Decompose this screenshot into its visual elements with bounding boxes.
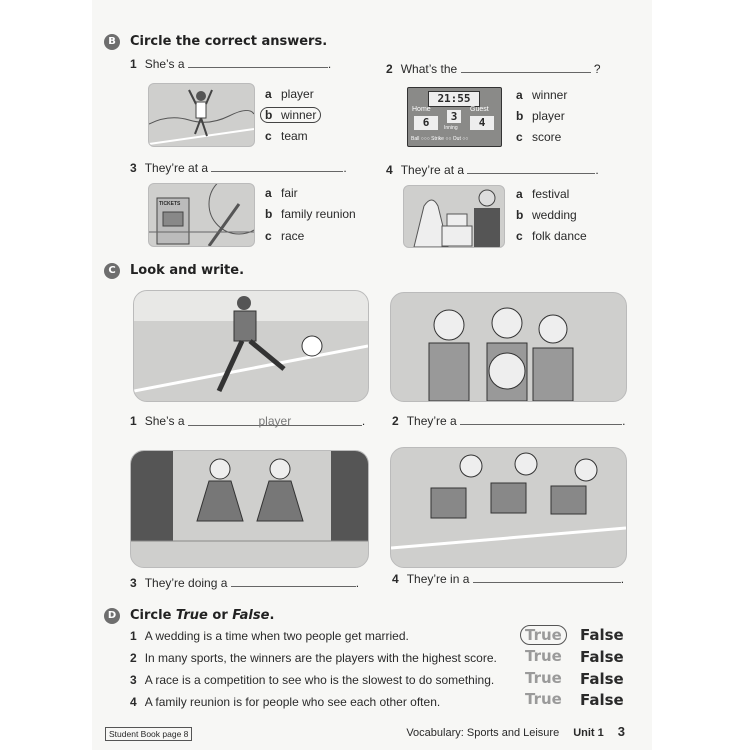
false-option-4[interactable]: False <box>580 691 624 709</box>
folk-dance-picture <box>130 450 369 568</box>
false-option-1[interactable]: False <box>580 626 624 644</box>
fair-picture <box>148 183 255 247</box>
option-b3-c[interactable]: c race <box>265 229 305 243</box>
inning-number: 3 <box>447 110 461 123</box>
guest-score: 4 <box>470 116 494 130</box>
true-option-3[interactable]: True <box>525 669 562 687</box>
scoreboard-picture <box>407 87 502 147</box>
answer-blank[interactable] <box>461 61 591 73</box>
option-b4-c[interactable]: c folk dance <box>516 229 587 243</box>
section-c-title: Look and write. <box>130 263 245 278</box>
option-b4-a[interactable]: a festival <box>516 187 570 201</box>
statement-d2: 2 In many sports, the winners are the players with the highest score. <box>130 651 497 665</box>
student-book-reference: Student Book page 8 <box>105 727 192 741</box>
option-b2-b[interactable]: b player <box>516 109 565 123</box>
option-b1-b-circled[interactable]: b winner <box>265 108 321 122</box>
answer-field[interactable] <box>231 575 356 587</box>
option-b2-a[interactable]: a winner <box>516 88 568 102</box>
answer-field[interactable] <box>473 571 621 583</box>
q-prompt: She’s a <box>144 57 185 71</box>
true-option-4[interactable]: True <box>525 690 562 708</box>
question-b3: 3 They’re at a . <box>130 161 347 175</box>
inning-label: Inning <box>444 125 458 131</box>
true-option-2[interactable]: True <box>525 647 562 665</box>
false-option-2[interactable]: False <box>580 648 624 666</box>
item-c3: 3 They’re doing a . <box>130 576 360 590</box>
statement-d1: 1 A wedding is a time when two people get married. <box>130 629 409 643</box>
count-labels: Ball ○○○ Strike ○○ Out ○○ <box>411 136 469 142</box>
answer-field[interactable]: player <box>188 414 362 426</box>
option-b1-a[interactable]: a player <box>265 87 314 101</box>
answer-blank[interactable] <box>467 162 595 174</box>
footer-topic: Vocabulary: Sports and Leisure <box>406 727 560 739</box>
option-b3-a[interactable]: a fair <box>265 186 298 200</box>
question-b4: 4 They’re at a . <box>386 163 599 177</box>
home-score: 6 <box>414 116 438 130</box>
true-option-1-circled[interactable]: True <box>520 625 567 645</box>
question-b2: 2 What’s the ? <box>386 62 601 76</box>
runner-picture <box>148 83 255 147</box>
q-end: . <box>327 57 332 71</box>
race-picture <box>390 447 627 568</box>
section-d-title: Circle True or False. <box>130 608 275 623</box>
statement-d3: 3 A race is a competition to see who is the slowest to do something. <box>130 673 495 687</box>
scoreboard-time: 21:55 <box>428 91 480 107</box>
answer-blank[interactable] <box>188 56 328 68</box>
section-d-badge: D <box>104 608 120 624</box>
section-c-badge: C <box>104 263 120 279</box>
section-b-title: Circle the correct answers. <box>130 34 328 49</box>
soccer-player-picture <box>133 290 369 402</box>
item-c2: 2 They’re a . <box>392 414 626 428</box>
q-number: 1 <box>130 57 137 71</box>
home-label: Home <box>412 106 431 113</box>
false-option-3[interactable]: False <box>580 670 624 688</box>
item-c4: 4 They’re in a . <box>392 572 625 586</box>
guest-label: Guest <box>470 106 489 113</box>
page-number: 3 <box>617 724 625 739</box>
statement-d4: 4 A family reunion is for people who see each other often. <box>130 695 441 709</box>
footer-unit: Unit 1 <box>573 727 604 739</box>
wedding-picture <box>403 185 505 248</box>
tickets-sign: TICKETS <box>159 201 181 207</box>
option-b3-b[interactable]: b family reunion <box>265 207 356 221</box>
option-b2-c[interactable]: c score <box>516 130 562 144</box>
team-picture <box>390 292 627 402</box>
option-b4-b[interactable]: b wedding <box>516 208 577 222</box>
footer-right <box>406 724 625 739</box>
question-b1 <box>130 56 331 71</box>
section-b-badge: B <box>104 34 120 50</box>
answer-field[interactable] <box>460 413 622 425</box>
answer-blank[interactable] <box>211 160 343 172</box>
item-c1: 1 She’s a player . <box>130 414 366 428</box>
option-b1-c[interactable]: c team <box>265 129 308 143</box>
